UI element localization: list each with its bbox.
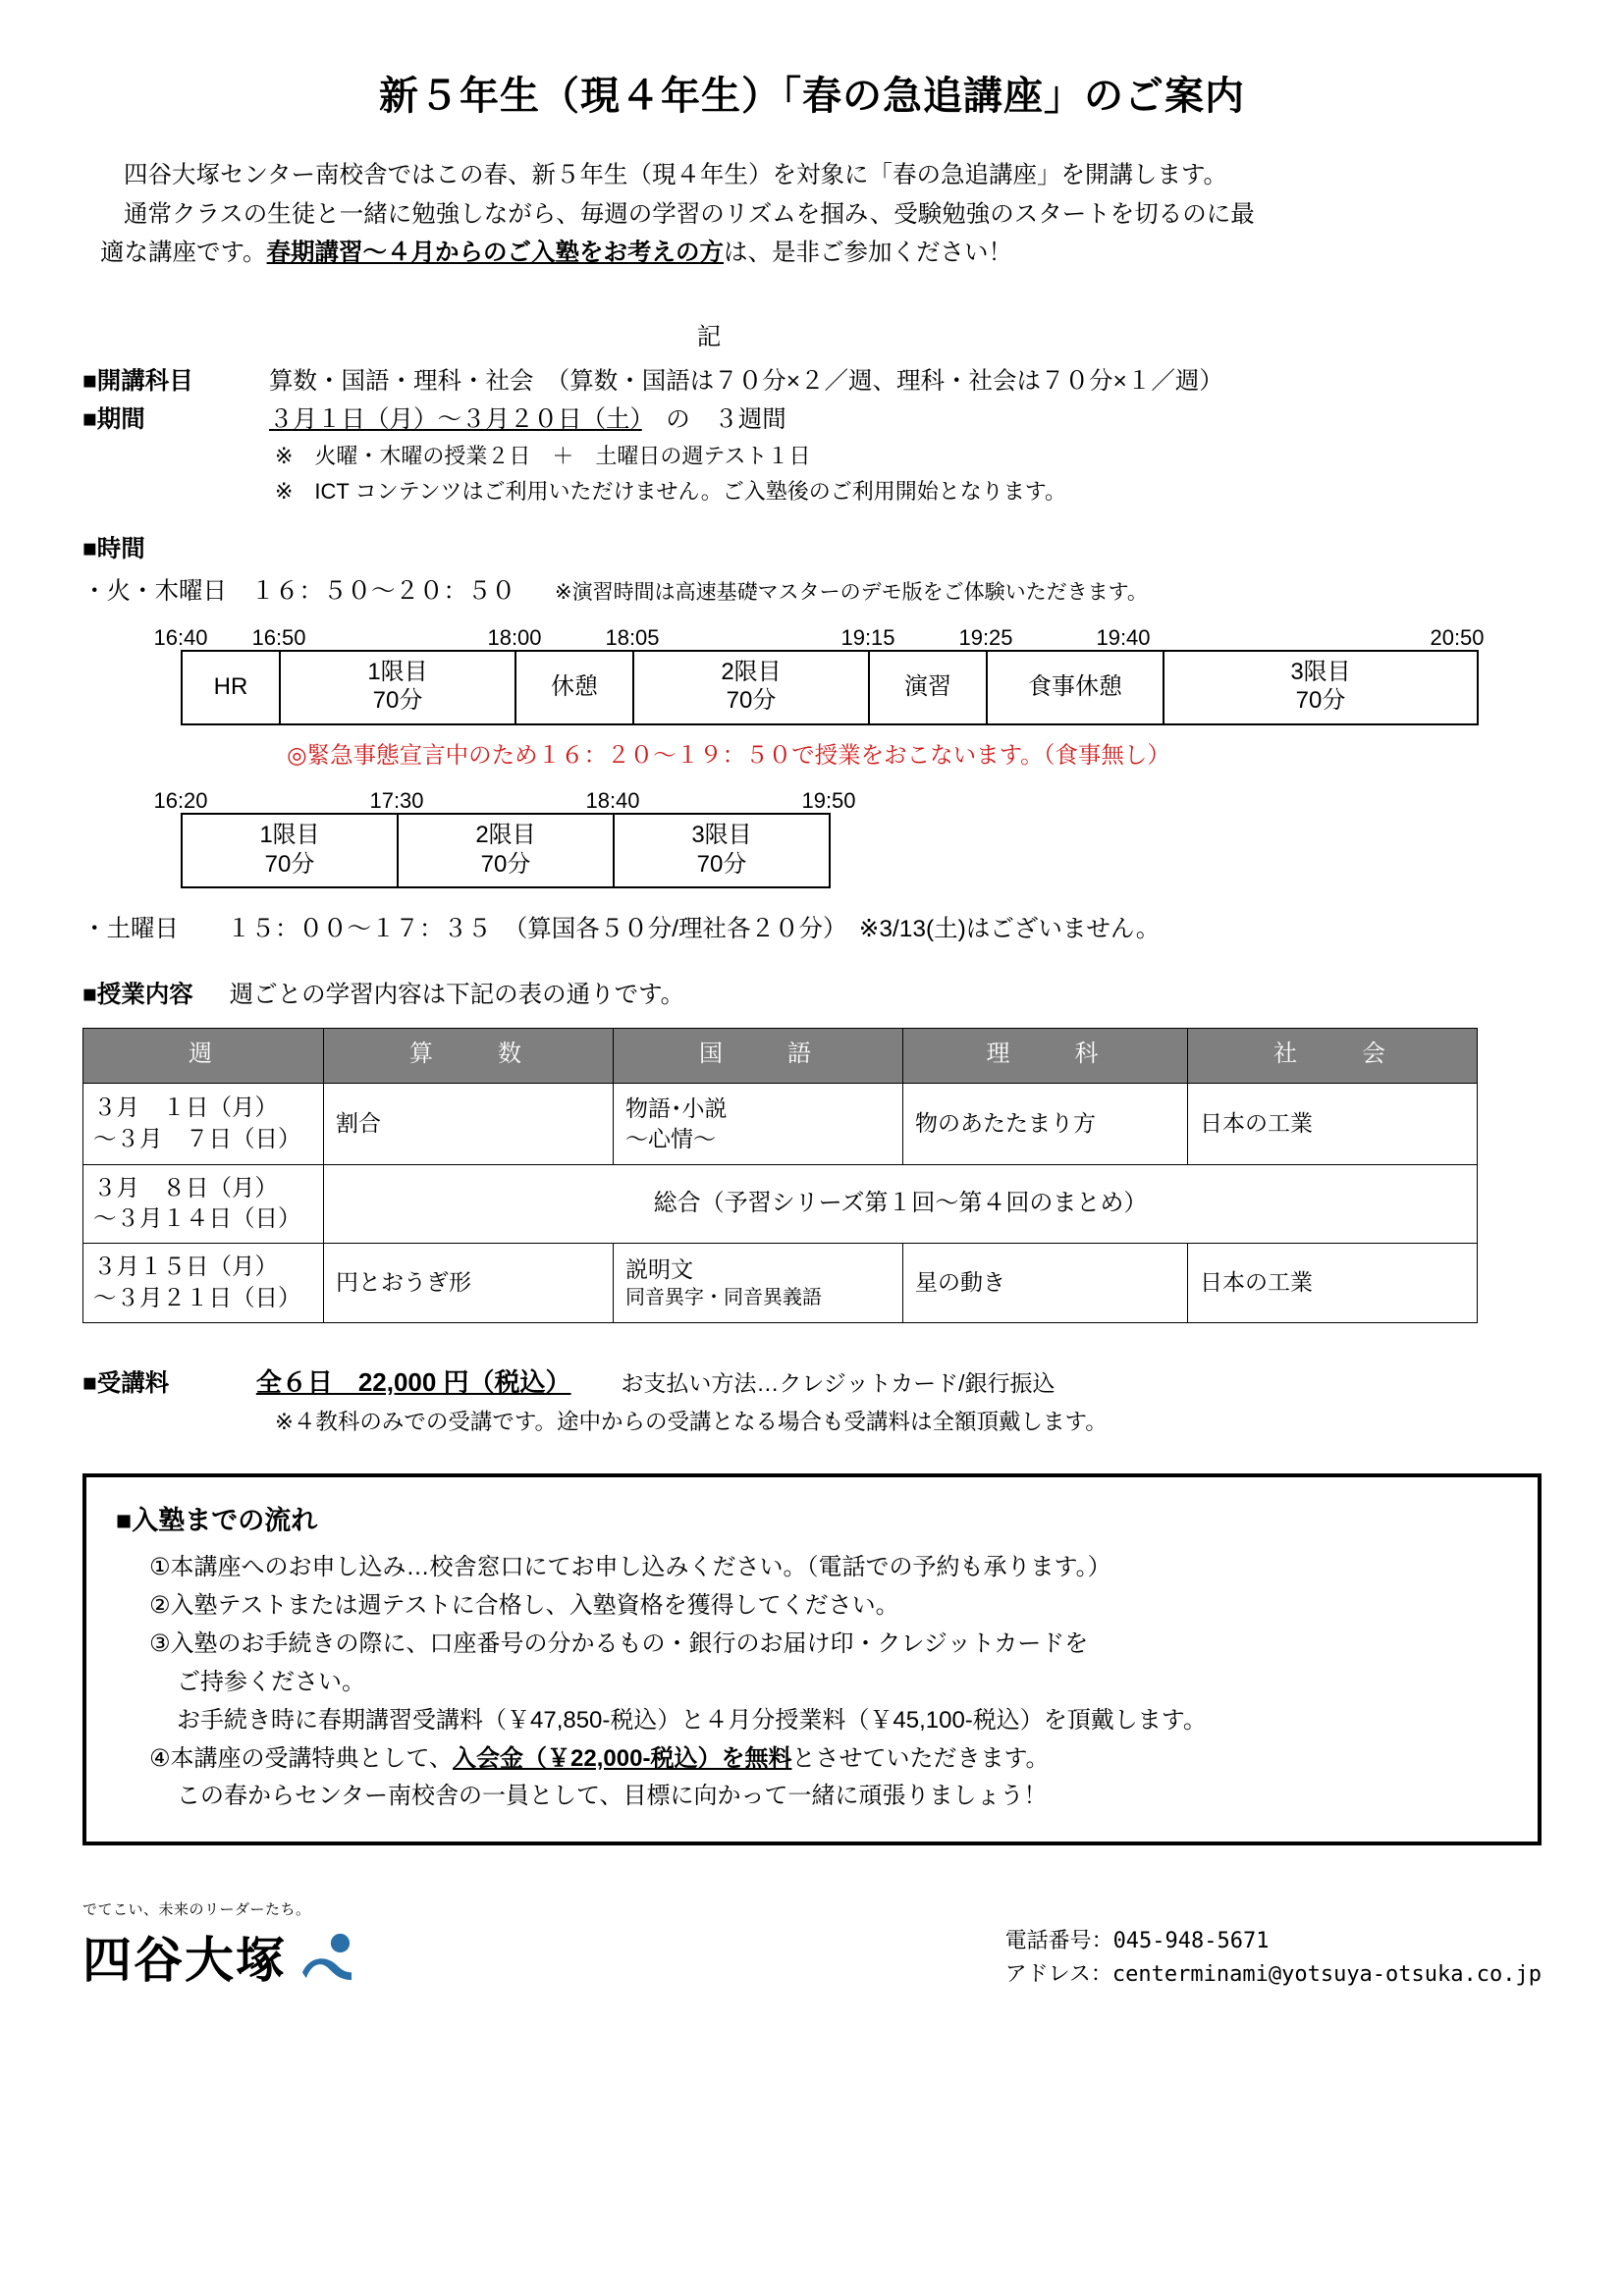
slot-name: 演習 xyxy=(904,672,951,700)
timetable-emergency-ticks xyxy=(82,783,1477,813)
fee-label: ■受講料 xyxy=(82,1369,170,1397)
time-label: ■時間 xyxy=(82,535,145,562)
tick: 18:00 xyxy=(487,625,542,651)
tick: 16:20 xyxy=(153,788,208,814)
flow-item-cont-2: お手続き時に春期講習受講料（￥47,850-税込）と４月分授業料（￥45,100-税込）を頂戴します。 xyxy=(177,1706,1207,1734)
enrollment-flow-title: ■入塾までの流れ xyxy=(116,1506,318,1536)
weekday-time-row xyxy=(82,572,1542,611)
week-line-1: ３月 ８日（月） xyxy=(93,1174,278,1201)
enrollment-flow-box xyxy=(82,1473,1542,1845)
intro-paragraph xyxy=(100,156,1524,273)
tick: 19:15 xyxy=(840,625,895,651)
weekday-time-line: ・火・木曜日 １６：５０〜２０：５０ xyxy=(82,578,515,605)
fee-note: ※４教科のみでの受講です。途中からの受講となる場合も受講料は全額頂戴します。 xyxy=(275,1410,1108,1435)
period-row xyxy=(82,400,1542,439)
brand-logo xyxy=(82,1898,355,1992)
slot-name: 2限目 xyxy=(721,659,782,686)
table-row xyxy=(83,1083,1478,1164)
timetable-emergency xyxy=(82,783,1542,888)
intro-line-2c: は、是非ご参加ください！ xyxy=(724,240,1013,267)
tick: 16:40 xyxy=(153,625,208,651)
period-weeks: の ３週間 xyxy=(641,406,786,434)
slot-name: 3限目 xyxy=(1290,659,1351,686)
col-header-science: 理 科 xyxy=(903,1029,1188,1083)
period-dates: ３月１日（月）〜３月２０日（土） xyxy=(269,406,642,434)
slot-duration: 70分 xyxy=(726,687,777,715)
flow-item-text-post: とさせていただきます。 xyxy=(791,1744,1050,1772)
flow-item-text: ①本講座へのお申し込み…校舎窓口にてお申し込みください。（電話での予約も承ります。） xyxy=(149,1554,1111,1581)
cell-week xyxy=(83,1164,324,1243)
slot-name: HR xyxy=(213,672,248,700)
intro-line-1: 四谷大塚センター南校舎ではこの春、新５年生（現４年生）を対象に「春の急追講座」を開講します。 xyxy=(124,162,1228,188)
japanese-line-1: 説明文 xyxy=(625,1255,693,1282)
contact-info xyxy=(1005,1925,1542,1992)
emergency-notice: ◎緊急事態宣言中のため１６：２０〜１９：５０で授業をおこないます。（食事無し） xyxy=(287,741,1170,768)
intro-line-2b: 適な講座です。 xyxy=(100,240,267,267)
period-note-1: ※ 火曜・木曜の授業２日 ＋ 土曜日の週テスト１日 xyxy=(275,444,811,469)
slot-duration: 70分 xyxy=(696,850,747,878)
tick: 17:30 xyxy=(369,788,424,814)
saturday-time-line: ・土曜日 １５：００〜１７：３５ （算国各５０分/理社各２０分） ※3/13(土)はございません。 xyxy=(82,915,1161,942)
slot-name: 2限目 xyxy=(475,822,536,849)
cell-japanese xyxy=(614,1244,903,1322)
cell-japanese xyxy=(614,1083,903,1164)
cell-science: 星の動き xyxy=(903,1244,1188,1322)
slot-duration: 70分 xyxy=(372,687,423,715)
slot-name: 休憩 xyxy=(551,672,598,700)
list-item xyxy=(116,1587,1508,1626)
week-line-2: 〜３月 ７日（日） xyxy=(93,1125,301,1151)
flow-item-text: ③入塾のお手続きの際に、口座番号の分かるもの・銀行のお届け印・クレジットカードを xyxy=(149,1629,1089,1657)
cell-social: 日本の工業 xyxy=(1188,1244,1478,1322)
slot-hr xyxy=(182,651,280,724)
cell-week xyxy=(83,1083,324,1164)
lesson-content-note: 週ごとの学習内容は下記の表の通りです。 xyxy=(229,982,685,1009)
fee-amount: 全６日 22,000 円（税込） xyxy=(255,1366,571,1397)
slot-name: 1限目 xyxy=(367,659,428,686)
cell-science: 物のあたたまり方 xyxy=(903,1083,1188,1164)
slot-name: 1限目 xyxy=(259,822,320,849)
slot-period2 xyxy=(398,814,614,887)
timetable-normal-table xyxy=(181,650,1479,725)
slot-name: 食事休憩 xyxy=(1028,672,1122,700)
logo-tagline: でてこい、未来のリーダーたち。 xyxy=(82,1901,311,1919)
japanese-line-2: 〜心情〜 xyxy=(625,1125,716,1151)
tick: 19:40 xyxy=(1096,625,1151,651)
timetable-emergency-table xyxy=(181,813,831,888)
fee-payment-method: お支払い方法…クレジットカード/銀行振込 xyxy=(621,1369,1056,1396)
period-value xyxy=(269,400,786,439)
logo-main xyxy=(82,1921,355,1992)
subjects-label: ■開講科目 xyxy=(82,368,193,396)
cell-week xyxy=(83,1244,324,1322)
table-header-row xyxy=(83,1029,1478,1083)
tick: 19:25 xyxy=(958,625,1013,651)
intro-emphasis: 春期講習〜４月からのご入塾をお考えの方 xyxy=(266,240,725,267)
col-header-japanese: 国 語 xyxy=(614,1029,903,1083)
slot-duration: 70分 xyxy=(1295,687,1346,715)
timetable-normal xyxy=(82,620,1542,725)
tick: 20:50 xyxy=(1430,625,1485,651)
page-title: 新５年生（現４年生）「春の急追講座」のご案内 xyxy=(379,75,1245,118)
slot-period2 xyxy=(633,651,869,724)
slot-duration: 70分 xyxy=(480,850,531,878)
slot-period1 xyxy=(280,651,515,724)
lesson-content-table xyxy=(82,1028,1478,1322)
email-address: アドレス：centerminami@yotsuya-otsuka.co.jp xyxy=(1004,1962,1542,1988)
phone-number: 電話番号：045-948-5671 xyxy=(1004,1929,1270,1954)
details-section xyxy=(82,362,1542,1440)
intro-line-2a: 通常クラスの生徒と一緒に勉強しながら、毎週の学習のリズムを掴み、受験勉強のスタートを切るのに最 xyxy=(124,200,1255,228)
tick: 18:05 xyxy=(605,625,660,651)
enrollment-flow-list xyxy=(116,1549,1508,1816)
subjects-row xyxy=(82,362,1542,400)
col-header-week: 週 xyxy=(83,1029,324,1083)
cell-math: 円とおうぎ形 xyxy=(324,1244,614,1322)
flow-item-text-pre: ④本講座の受講特典として、 xyxy=(149,1744,454,1772)
list-item xyxy=(116,1740,1508,1817)
subjects-value: 算数・国語・理科・社会 （算数・国語は７０分×２／週、理科・社会は７０分×１／週） xyxy=(269,368,1223,396)
table-row xyxy=(83,1244,1478,1322)
timetable-normal-ticks xyxy=(82,620,1485,651)
flow-item-emphasis: 入会金（￥22,000-税込）を無料 xyxy=(453,1744,792,1772)
fee-row xyxy=(82,1362,1542,1404)
flow-item-cont-1: ご持参ください。 xyxy=(177,1668,365,1695)
list-item xyxy=(116,1626,1508,1740)
period-note-2: ※ ICT コンテンツはご利用いただけません。ご入塾後のご利用開始となります。 xyxy=(275,478,1067,504)
col-header-math: 算 数 xyxy=(324,1029,614,1083)
weekday-time-note: ※演習時間は高速基礎マスターのデモ版をご体験いただきます。 xyxy=(555,581,1148,604)
wave-mark-icon xyxy=(298,1931,355,1982)
tick: 16:50 xyxy=(251,625,306,651)
japanese-line-2: 同音異字・同音異義語 xyxy=(625,1286,822,1308)
cell-merged-review: 総合（予習シリーズ第１回〜第４回のまとめ） xyxy=(324,1164,1478,1243)
slot-period3 xyxy=(1164,651,1478,724)
slot-period1 xyxy=(182,814,398,887)
table-row xyxy=(83,1164,1478,1243)
intro-line-3 xyxy=(100,234,1524,273)
slot-break xyxy=(515,651,633,724)
lesson-content-label: ■授業内容 xyxy=(82,982,193,1009)
slot-drill xyxy=(869,651,987,724)
footer xyxy=(82,1898,1542,1992)
cell-social: 日本の工業 xyxy=(1188,1083,1478,1164)
tick: 18:40 xyxy=(585,788,640,814)
slot-period3 xyxy=(614,814,830,887)
week-line-2: 〜３月１４日（日） xyxy=(93,1205,301,1232)
logo-name: 四谷大塚 xyxy=(82,1931,287,1990)
list-item xyxy=(116,1549,1508,1587)
week-line-2: 〜３月２１日（日） xyxy=(93,1284,301,1310)
slot-duration: 70分 xyxy=(264,850,315,878)
cell-math: 割合 xyxy=(324,1083,614,1164)
lesson-content-header xyxy=(82,976,1542,1014)
flow-item-cont-1: この春からセンター南校舎の一員として、目標に向かって一緒に頑張りましょう！ xyxy=(177,1783,1048,1810)
period-label: ■期間 xyxy=(82,406,145,434)
flow-item-text: ②入塾テストまたは週テストに合格し、入塾資格を獲得してください。 xyxy=(149,1592,899,1620)
japanese-line-1: 物語･小説 xyxy=(625,1095,728,1121)
tick: 19:50 xyxy=(801,788,856,814)
week-line-1: ３月 １日（月） xyxy=(93,1094,278,1120)
slot-meal-break xyxy=(987,651,1164,724)
slot-name: 3限目 xyxy=(691,822,752,849)
col-header-social: 社 会 xyxy=(1188,1029,1478,1083)
intro-line-2 xyxy=(100,195,1524,235)
week-line-1: ３月１５日（月） xyxy=(93,1254,278,1280)
ki-marker: 記 xyxy=(696,324,722,351)
